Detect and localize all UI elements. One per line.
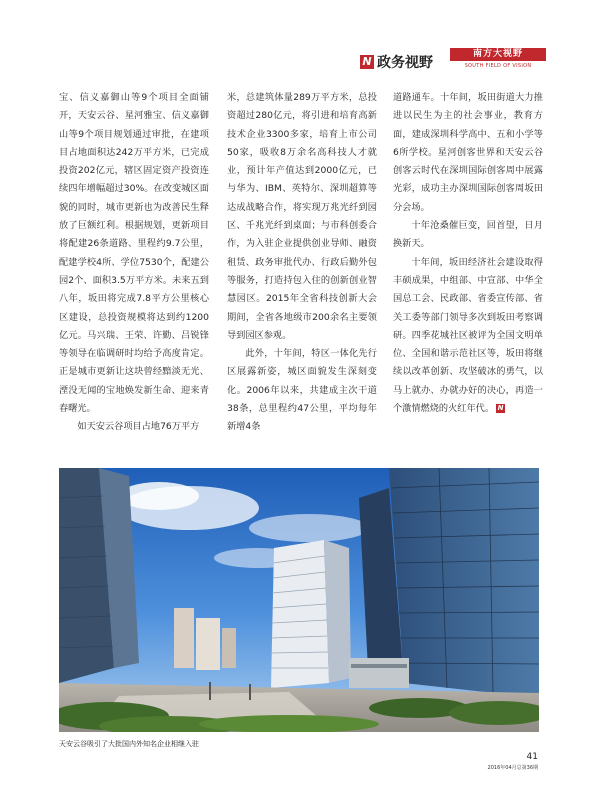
article-column-3	[393, 89, 543, 418]
section-label: 政务视野	[377, 55, 433, 71]
article-column-2	[227, 89, 377, 437]
magazine-n-icon: N	[360, 55, 374, 69]
article-column-1	[59, 89, 209, 437]
paragraph-text: 十年间，坂田经济社会建设取得丰硕成果，中组部、中宣部、中华全国总工会、民政部、省委宣传部、省关工委等部门领导多次到坂田考察调研。四季花城社区被评为全国文明单位、全国和谐示范社区等，坂田将继续以改革创新、攻坚破冰的勇气，以马上就办、办就办好的决心，再造一个激情燃烧的火红年代。	[393, 256, 543, 415]
paragraph: 宝、信义嘉御山等9个项目全面铺开，天安云谷、星河雅宝、信义嘉御山等9个项目规划通过审批，在建项目占地面积达242万平方米，已完成投资202亿元，辖区固定资产投资连续四年增幅超过30%。在改变城区面貌的同时，城市更新也为改善民生释放了巨额红利。根据规划，更新项目将配建26条道路、里程约9.7公里，配建学校4所、学位7530个，配建公园2个、面积3.5万平方米。未来五到八年，坂田将完成7.8平方公里核心区建设，总投资规模将达到约1200亿元。马兴瑞、王荣、许勤、吕锐锋等领导在临调研时均给予高度肯定。正是城市更新让这块曾经黯淡无光、湮没无闻的宝地焕发新生命、迎来青春曙光。	[59, 92, 209, 415]
page-number: 41	[526, 752, 538, 762]
page-header	[350, 48, 546, 80]
end-mark-icon: N	[497, 404, 504, 413]
issue-info: 2016年04月总第36期	[487, 765, 538, 771]
photo-caption: 天安云谷吸引了大批国内外知名企业相继入驻	[59, 740, 199, 748]
paragraph-last	[393, 254, 543, 419]
brand-label: 南方大视野	[450, 48, 546, 61]
paragraph: 十年沧桑催巨变，回首望，日月换新天。	[393, 220, 543, 250]
paragraph: 米，总建筑体量289万平方米，总投资超过280亿元，将引进和培育高新技术企业3300多家，培育上市公司50家，吸收8万余名高科技人才就业，预计年产值达到2000亿元，已与华为、IBM、英特尔、深圳超算等达成战略合作，将实现万兆光纤到园区、千兆光纤到桌面；与市科创委合作，为入驻企业提供创业导师、融资租赁、政务审批代办、行政后勤外包等服务，打造持包入住的创新创业智慧园区。2015年全省科技创新大会期间，全省各地级市200余名主要领导到园区参观。	[227, 92, 377, 341]
paragraph: 如天安云谷项目占地76万平方	[77, 421, 200, 433]
paragraph: 道路通车。十年间，坂田街道大力推进以民生为主的社会事业，教育方面，建成深圳科学高中、五和小学等6所学校。星河创客世界和天安云谷创客云时代在深圳国际创客周中展露光彩，成功主办深圳国际创客周坂田分会场。	[393, 92, 543, 213]
article-photo	[59, 468, 539, 732]
paragraph: 此外，十年间，特区一体化先行区展露新姿，城区面貌发生深刻变化。2006年以来，共建成主次干道38条，总里程约47公里，平均每年新增4条	[227, 348, 377, 433]
section-title	[360, 53, 433, 71]
city-buildings-illustration	[59, 468, 539, 732]
brand-subtitle: SOUTH FIELD OF VISION	[464, 63, 532, 69]
